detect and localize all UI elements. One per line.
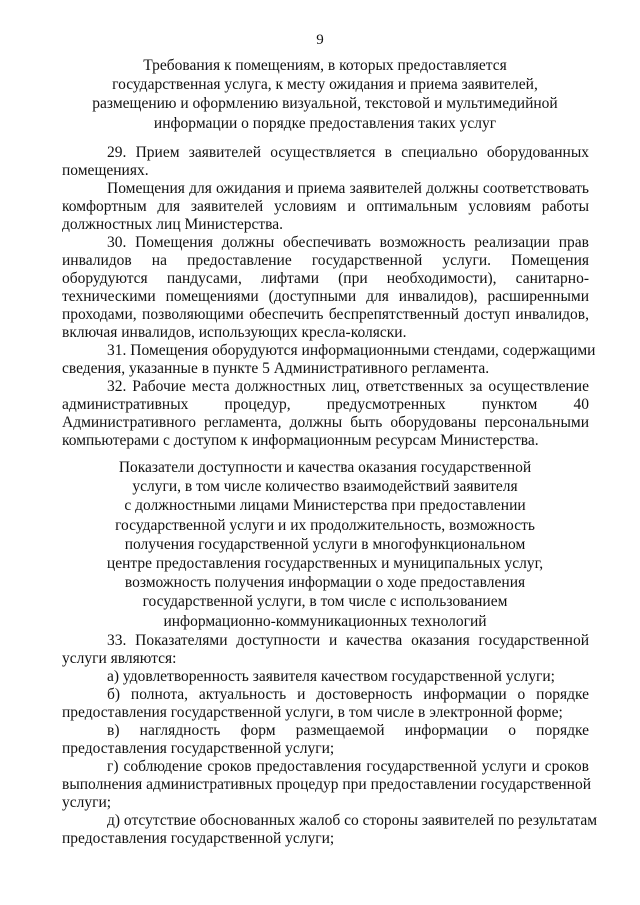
heading-line: государственной услуги, в том числе с использованием [142, 593, 508, 611]
heading-line: государственной услуги и их продолжительность, возможность [115, 516, 535, 534]
list-item-g-line: выполнения административных процедур при предоставлении государственной [62, 776, 591, 793]
paragraph-33-line: 33. Показателями доступности и качества оказания государственной [107, 632, 589, 649]
paragraph-29b-line: должностных лиц Министерства. [62, 216, 283, 233]
paragraph-31-line: 31. Помещения оборудуются информационными стендами, содержащими [107, 342, 596, 359]
heading-line: государственная услуга, к месту ожидания и приема заявителей, [112, 76, 538, 94]
list-item-b-line: предоставления государственной услуги, в том числе в электронной форме; [62, 704, 563, 721]
paragraph-30-line: оборудуются пандусами, лифтами (при необходимости), санитарно- [62, 270, 589, 287]
paragraph-32-line: Административного регламента, должны быть оборудованы персональными [62, 414, 589, 431]
paragraph-32-line: 32. Рабочие места должностных лиц, ответственных за осуществление [107, 378, 589, 395]
paragraph-29b-line: Помещения для ожидания и приема заявителей должны соответствовать [107, 180, 589, 197]
list-item-v-line: предоставления государственной услуги; [62, 740, 335, 757]
heading-line: с должностными лицами Министерства при предоставлении [124, 497, 526, 515]
heading-line: получения государственной услуги в многофункциональном [124, 535, 526, 553]
paragraph-30-line: проходами, позволяющими обеспечить беспрепятственный доступ инвалидов, [62, 306, 589, 323]
section-heading-accessibility [60, 458, 590, 631]
list-item-d-line: д) отсутствие обоснованных жалоб со стороны заявителей по результатам [107, 812, 598, 829]
heading-line: центре предоставления государственных и муниципальных услуг, [106, 555, 544, 573]
list-item-g-line: услуги; [62, 794, 112, 811]
heading-line: размещению и оформлению визуальной, текстовой и мультимедийной [92, 95, 558, 113]
paragraph-29-line: помещениях. [62, 162, 149, 179]
list-item-a: а) удовлетворенность заявителя качеством государственной услуги; [107, 668, 555, 685]
paragraph-31-line: сведения, указанные в пункте 5 Административного регламента. [62, 360, 490, 377]
heading-line: Требования к помещениям, в которых предоставляется [143, 57, 507, 74]
paragraph-29b-line: комфортным для заявителей условиям и оптимальным условиям работы [62, 198, 589, 215]
list-item-v-line: в) наглядность форм размещаемой информации о порядке [107, 722, 589, 739]
list-item-b-line: б) полнота, актуальность и достоверность информации о порядке [107, 686, 589, 703]
paragraph-32-line: административных процедур, предусмотренных пунктом 40 [62, 396, 589, 413]
heading-line: возможность получения информации о ходе предоставления [124, 574, 526, 592]
list-item-d-line: предоставления государственной услуги; [62, 830, 335, 847]
paragraph-29-line: 29. Прием заявителей осуществляется в специально оборудованных [107, 144, 589, 161]
heading-line: Показатели доступности и качества оказания государственной [118, 459, 532, 476]
page-number: 9 [316, 32, 324, 48]
heading-line: информационно-коммуникационных технологий [163, 612, 487, 630]
paragraph-30-line: 30. Помещения должны обеспечивать возможность реализации прав [107, 234, 589, 251]
list-item-g-line: г) соблюдение сроков предоставления государственной услуги и сроков [107, 758, 589, 775]
paragraph-30-line: инвалидов на предоставление государственной услуги. Помещения [62, 252, 589, 269]
heading-line: услуги, в том числе количество взаимодействий заявителя [132, 478, 518, 496]
paragraph-30-line: техническими помещениями (доступными для инвалидов), расширенными [62, 288, 589, 305]
section-heading-premises [60, 56, 590, 133]
heading-line: информации о порядке предоставления таких услуг [153, 114, 497, 132]
paragraph-33-line: услуги являются: [62, 650, 177, 667]
paragraph-30-line: включая инвалидов, использующих кресла-коляски. [62, 324, 407, 341]
paragraph-32-line: компьютерами с доступом к информационным ресурсам Министерства. [62, 432, 539, 449]
